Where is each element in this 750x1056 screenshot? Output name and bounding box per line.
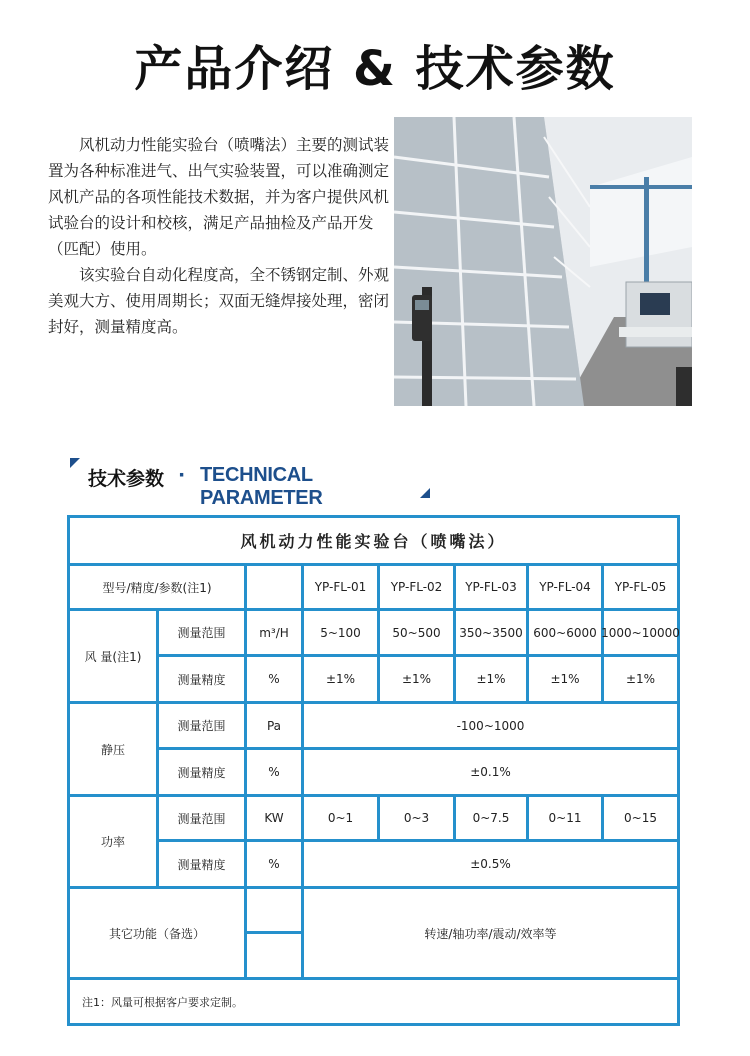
other-unit-blank [247,889,304,934]
model-cell: YP-FL-05 [604,566,677,611]
airflow-range-value: 5~100 [304,611,380,657]
power-accuracy-unit: % [247,842,304,889]
power-range-label: 测量范围 [159,797,247,842]
other-functions-label: 其它功能（备选） [70,889,247,980]
airflow-accuracy-value: ±1% [380,657,456,704]
airflow-accuracy-unit: % [247,657,304,704]
header-label: 型号/精度/参数(注1) [70,566,247,611]
power-accuracy-value: ±0.5% [304,842,677,889]
static-pressure-label: 静压 [70,704,159,797]
model-cell: YP-FL-03 [456,566,529,611]
model-cell: YP-FL-04 [529,566,604,611]
section-heading-en: TECHNICAL PARAMETER [200,464,323,509]
airflow-range-value: 350~3500 [456,611,529,657]
airflow-range-unit: m³/H [247,611,304,657]
power-range-value: 0~1 [304,797,380,842]
airflow-accuracy-value: ±1% [529,657,604,704]
product-intro [48,132,390,340]
section-heading-dot: · [178,464,186,486]
airflow-range-value: 1000~10000 [604,611,677,657]
static-pressure-accuracy-label: 测量精度 [159,750,247,797]
airflow-accuracy-value: ±1% [304,657,380,704]
other-functions-value: 转速/轴功率/震动/效率等 [304,889,677,980]
corner-decoration [70,458,80,468]
table-note: 注1：风量可根据客户要求定制。 [82,995,243,1009]
section-heading-technical-parameter [70,458,430,509]
model-cell: YP-FL-01 [304,566,380,611]
static-pressure-range-label: 测量范围 [159,704,247,750]
airflow-accuracy-label: 测量精度 [159,657,247,704]
static-pressure-accuracy-value: ±0.1% [304,750,677,797]
power-label: 功率 [70,797,159,889]
airflow-range-value: 50~500 [380,611,456,657]
power-range-value: 0~15 [604,797,677,842]
static-pressure-range-unit: Pa [247,704,304,750]
table-title: 风机动力性能实验台（喷嘴法） [70,518,677,566]
intro-paragraph-1: 风机动力性能实验台（喷嘴法）主要的测试装置为各种标准进气、出气实验装置，可以准确测定风机产品的各项性能技术数据，并为客户提供风机试验台的设计和校核，满足产品抽检及产品开发（匹配）使用。 [48,136,390,258]
static-pressure-range-value: -100~1000 [304,704,677,750]
power-range-unit: KW [247,797,304,842]
power-accuracy-label: 测量精度 [159,842,247,889]
header-unit-blank [247,566,304,611]
airflow-label: 风 量(注1) [70,611,159,704]
airflow-range-label: 测量范围 [159,611,247,657]
power-range-value: 0~3 [380,797,456,842]
product-photo [394,117,692,406]
other-unit-blank [247,934,304,980]
intro-paragraph-2: 该实验台自动化程度高，全不锈钢定制、外观美观大方、使用周期长；双面无缝焊接处理，密闭封好，测量精度高。 [48,266,390,336]
section-heading-cn: 技术参数 [88,468,165,490]
airflow-accuracy-value: ±1% [456,657,529,704]
airflow-accuracy-value: ±1% [604,657,677,704]
parameter-table [67,515,680,1026]
model-cell: YP-FL-02 [380,566,456,611]
corner-decoration [420,488,430,498]
power-range-value: 0~7.5 [456,797,529,842]
static-pressure-accuracy-unit: % [247,750,304,797]
airflow-range-value: 600~6000 [529,611,604,657]
page-title: 产品介绍 & 技术参数 [134,41,616,97]
power-range-value: 0~11 [529,797,604,842]
